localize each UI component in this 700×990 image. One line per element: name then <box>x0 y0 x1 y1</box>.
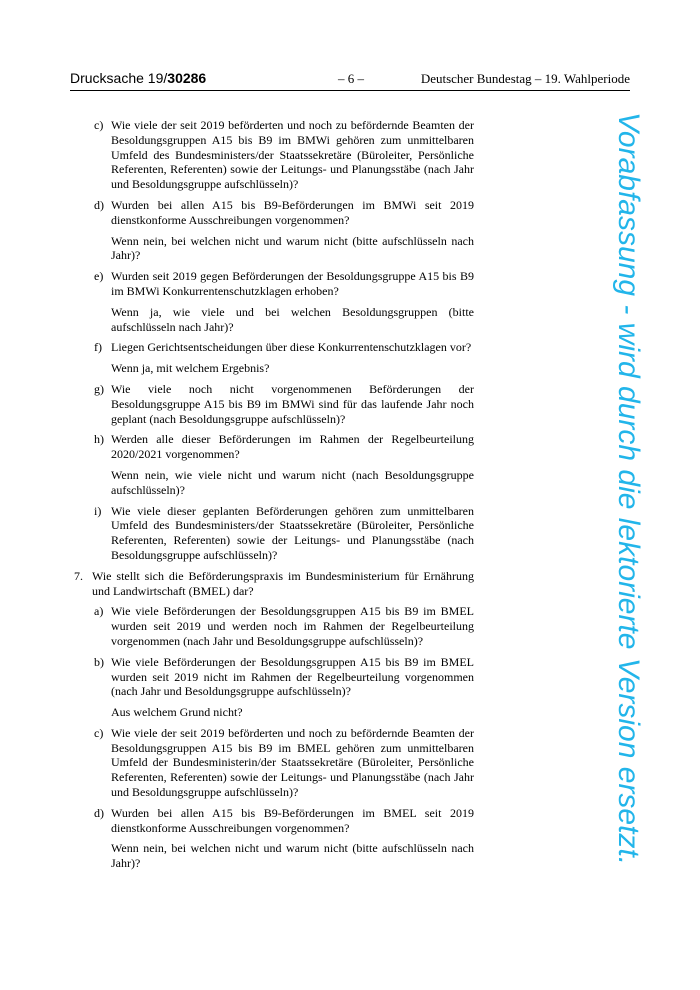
sub-question-marker: d) <box>94 197 104 212</box>
sub-question-item <box>74 655 474 720</box>
sub-question-marker: g) <box>94 381 104 396</box>
doc-label: Drucksache 19/ <box>70 70 168 86</box>
sub-question-paragraph: Wie viele noch nicht vorgenommenen Beförderungen der Besoldungsgruppe A15 bis B9 im BMWi sind für das laufende Jahr noch geplant (nach Besoldungsgruppe aufschlüsseln)? <box>111 381 474 426</box>
sub-question-item <box>74 504 474 563</box>
sub-question-list-2 <box>74 604 474 871</box>
sub-question-paragraph: Aus welchem Grund nicht? <box>111 705 243 720</box>
sub-question-item <box>74 340 474 376</box>
sub-question-paragraph: Wenn ja, mit welchem Ergebnis? <box>111 361 270 376</box>
sub-question-item <box>74 604 474 648</box>
question-text: Wie stellt sich die Beförderungspraxis im Bundesministerium für Ernährung und Landwirtschaft (BMEL) dar? <box>92 568 474 598</box>
sub-question-item <box>74 118 474 192</box>
sub-question-marker: d) <box>94 805 104 820</box>
sub-question-paragraph: Wurden seit 2019 gegen Beförderungen der Besoldungsgruppe A15 bis B9 im BMWi Konkurrentenschutzklagen erhoben? <box>111 269 474 298</box>
sub-question-paragraph: Werden alle dieser Beförderungen im Rahmen der Regelbeurteilung 2020/2021 vorgenommen? <box>111 432 474 462</box>
sub-question-paragraph: Wie viele der seit 2019 beförderten und noch zu befördernde Beamten der Besoldungsgruppen A15 bis B9 im BMEL gehören zum unmittelbaren Umfeld der Bundesministerin/der Staatssekretäre (Büroleiter, Persönliche Referenten, Referenten) sowie der Leitungs- und Planungsstäbe (nach Jahr und Besoldungsgruppe aufschlüsseln)? <box>111 725 474 800</box>
sub-question-marker: f) <box>94 340 102 355</box>
sub-question-paragraph: Wie viele Beförderungen der Besoldungsgruppen A15 bis B9 im BMEL wurden seit 2019 und werden noch im Rahmen der Regelbeurteilung vorgenommen (nach Jahr und Besoldungsgruppe aufschlüsseln)? <box>111 604 474 648</box>
sub-question-item <box>74 806 474 871</box>
sub-question-paragraph: Wie viele Beförderungen der Besoldungsgruppen A15 bis B9 im BMEL wurden seit 2019 nicht im Rahmen der Regelbeurteilung vorgenommen (nach Jahr und Besoldungsgruppe aufschlüsseln)? <box>111 654 474 699</box>
sub-question-item <box>74 198 474 263</box>
sub-question-marker: a) <box>94 604 104 619</box>
institution-label: Deutscher Bundestag – 19. Wahlperiode <box>420 71 630 86</box>
sub-question-marker: i) <box>94 503 102 518</box>
sub-question-paragraph: Wenn nein, wie viele nicht und warum nicht (nach Besoldungsgruppe aufschlüsseln)? <box>111 467 474 497</box>
sub-question-marker: c) <box>94 118 104 132</box>
sub-question-marker: e) <box>94 269 104 284</box>
document-body <box>74 118 474 877</box>
sub-question-item <box>74 726 474 800</box>
doc-number: 30286 <box>167 70 207 86</box>
sub-question-marker: b) <box>94 654 104 669</box>
question-number: 7. <box>74 568 83 583</box>
sub-question-item <box>74 432 474 497</box>
doc-reference <box>70 70 206 86</box>
sub-question-marker: c) <box>94 725 104 740</box>
sub-question-paragraph: Wenn nein, bei welchen nicht und warum nicht (bitte aufschlüsseln nach Jahr)? <box>111 841 474 871</box>
sub-question-item <box>74 382 474 426</box>
sub-question-paragraph: Wenn nein, bei welchen nicht und warum nicht (bitte aufschlüsseln nach Jahr)? <box>111 233 474 263</box>
sub-question-paragraph: Wurden bei allen A15 bis B9-Beförderungen im BMEL seit 2019 dienstkonforme Ausschreibungen vorgenommen? <box>111 805 474 835</box>
question-7 <box>74 569 474 599</box>
page-number: – 6 – <box>338 71 364 86</box>
sub-question-marker: h) <box>94 432 104 447</box>
sub-question-paragraph: Liegen Gerichtsentscheidungen über diese Konkurrentenschutzklagen vor? <box>111 340 472 355</box>
page-header <box>70 70 630 91</box>
draft-watermark: Vorabfassung - wird durch die lektorierte Version ersetzt. <box>612 112 645 866</box>
sub-question-item <box>74 269 474 334</box>
sub-question-paragraph: Wie viele der seit 2019 beförderten und noch zu befördernde Beamten der Besoldungsgruppen A15 bis B9 im BMWi gehören zum unmittelbaren Umfeld des Bundesministers/der Staatssekretäre (Büroleiter, Persönliche Referenten, Referenten) sowie der Leitungs- und Planungsstäbe (nach Jahr und Besoldungsgruppe aufschlüsseln)? <box>111 118 474 192</box>
sub-question-paragraph: Wenn ja, wie viele und bei welchen Besoldungsgruppen (bitte aufschlüsseln nach Jahr)? <box>111 304 474 334</box>
sub-question-list-1 <box>74 118 474 563</box>
sub-question-paragraph: Wie viele dieser geplanten Beförderungen gehören zum unmittelbaren Umfeld des Bundesministers/der Staatssekretäre (Büroleiter, Persönliche Referenten, Referenten) sowie der Leitungs- und Planungsstäbe (nach Besoldungsgruppe aufschlüsseln)? <box>111 503 474 562</box>
sub-question-paragraph: Wurden bei allen A15 bis B9-Beförderungen im BMWi seit 2019 dienstkonforme Ausschreibungen vorgenommen? <box>111 197 474 227</box>
